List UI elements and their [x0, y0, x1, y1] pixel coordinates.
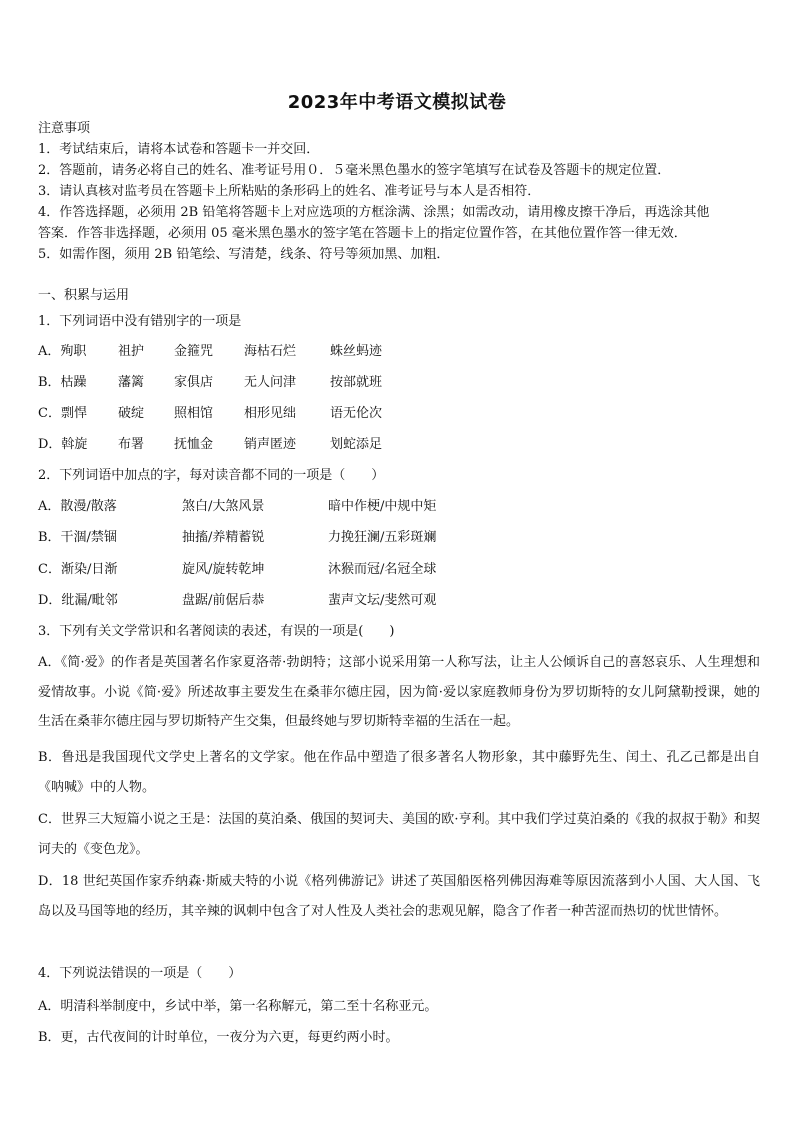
q3-option-c: C．世界三大短篇小说之王是：法国的莫泊桑、俄国的契诃夫、美国的欧·亨利。其中我们学过莫泊桑的《我的叔叔于勒》和契诃夫的《变色龙》。 — [38, 812, 760, 857]
q4-option-b: B．更，古代夜间的计时单位，一夜分为六更，每更约两小时。 — [38, 1030, 399, 1045]
notice-item-5: 5．如需作图，须用 2B 铅笔绘、写清楚，线条、符号等须加黑、加粗． — [38, 247, 450, 262]
notice-item-4-cont: 答案．作答非选择题，必须用 05 毫米黑色墨水的签字笔在答题卡上的指定位置作答，在其他位置作答一律无效． — [38, 226, 687, 241]
q3-option-d: D．18 世纪英国作家乔纳森·斯威夫特的小说《格列佛游记》讲述了英国船医格列佛因海难等原因流落到小人国、大人国、飞岛以及马国等地的经历，其辛辣的讽刺中包含了对人性及人类社会的悲观见解，隐含了作者一种苦涩而热切的忧世情怀。 — [38, 874, 760, 919]
q4-stem: 4．下列说法错误的一项是（ ） — [38, 966, 242, 981]
notice-item-3: 3．请认真核对监考员在答题卡上所粘贴的条形码上的姓名、准考证号与本人是否相符． — [38, 184, 541, 199]
q3-option-b: B．鲁迅是我国现代文学史上著名的文学家。他在作品中塑造了很多著名人物形象，其中藤野先生、闰土、孔乙己都是出自《呐喊》中的人物。 — [38, 750, 760, 795]
q4-option-a: A．明清科举制度中，乡试中举，第一名称解元，第二至十名称亚元。 — [38, 999, 438, 1014]
exam-page: 2023年中考语文模拟试卷 注意事项 1．考试结束后，请将本试卷和答题卡一并交回． 2．答题前，请务必将自己的姓名、准考证号用０．５毫米黑色墨水的签字笔填写在试卷及答题卡的规定位置． 3．请认真核对监考员在答题卡上所粘贴的条形码上的姓名、准考证号与本人是否相符． 4．作答选择题，必须用 2B 铅笔将答题卡上对应选项的方框涂满、涂黑；如需改动，请用橡皮擦干净后，再选涂其他 答案．作答非选择题，必须用 05 毫米黑色墨水的签字笔在答题卡上的指定位置作答，在其他位置作答一律无效． 5．如需作图，须用 2B 铅笔绘、写清楚，线条、符号等须加黑、加粗． 一、积累与运用 1．下列词语中没有错别字的一项是 A．殉职 祖护 金箍咒 海枯石烂 蛛丝蚂迹 B．枯躁 藩篱 家俱店 无人问津 按部就班 C．剽悍 破绽 照相馆 相形见绌 语无伦次 D．斡旋 布署 抚恤金 销声匿迹 划蛇添足 2．下列词语中加点的字，每对读音都不同的一项是（ ） A．散漫/散落 煞白/大煞风景 暗中作梗/中规中矩 B．干涸/禁锢 抽搐/养精蓄锐 力挽狂澜/五彩斑斓 C．渐染/日渐 旋风/旋转乾坤 沐猴而冠/名冠全球 D．纰漏/毗邻 盘踞/前倨后恭 蜚声文坛/斐然可观 3．下列有关文学常识和名著阅读的表述，有误的一项是( ) A．《简·爱》的作者是英国著名作家夏洛蒂·勃朗特；这部小说采用第一人称写法，让主人公倾诉自己的喜怒哀乐、人生理想和爱情故事。小说《简·爱》所述故事主要发生在桑菲尔德庄园，因为简·爱以家庭教师身份为罗切斯特的女儿阿黛勒授课，她的生活在桑菲尔德庄园与罗切斯特产生交集，但最终她与罗切斯特幸福的生活在一起。 B．鲁迅是我国现代文学史上著名的文学家。他在作品中塑造了很多著名人物形象，其中藤野先生、闰土、孔乙己都是出自《呐喊》中的人物。 C．世界三大短篇小说之王是：法国的莫泊桑、俄国的契诃夫、美国的欧·亨利。其中我们学过莫泊桑的《我的叔叔于勒》和契诃夫的《变色龙》。 D．18 世纪英国作家乔纳森·斯威夫特的小说《格列佛游记》讲述了英国船医格列佛因海难等原因流落到小人国、大人国、飞岛以及马国等地的经历，其辛辣的讽刺中包含了对人性及人类社会的悲观见解，隐含了作者一种苦涩而热切的忧世情怀。 4．下列说法错误的一项是（ ） A．明清科举制度中，乡试中举，第一名称解元，第二至十名称亚元。 B．更，古代夜间的计时单位，一夜分为六更，每更约两小时。 — [0, 0, 794, 1123]
page-title: 2023年中考语文模拟试卷 — [287, 92, 507, 113]
notice-item-2: 2．答题前，请务必将自己的姓名、准考证号用０．５毫米黑色墨水的签字笔填写在试卷及答题卡的规定位置． — [38, 163, 671, 178]
notice-item-4: 4．作答选择题，必须用 2B 铅笔将答题卡上对应选项的方框涂满、涂黑；如需改动，请用橡皮擦干净后，再选涂其他 — [38, 205, 710, 220]
q3-stem: 3．下列有关文学常识和名著阅读的表述，有误的一项是( ) — [38, 624, 395, 639]
q1-stem: 1．下列词语中没有错别字的一项是 — [38, 314, 242, 329]
section-heading: 一、积累与运用 — [38, 288, 130, 303]
notice-heading: 注意事项 — [38, 121, 91, 136]
q3-option-a: A．《简·爱》的作者是英国著名作家夏洛蒂·勃朗特；这部小说采用第一人称写法，让主人公倾诉自己的喜怒哀乐、人生理想和爱情故事。小说《简·爱》所述故事主要发生在桑菲尔德庄园，因为简·爱以家庭教师身份为罗切斯特的女儿阿黛勒授课，她的生活在桑菲尔德庄园与罗切斯特产生交集，但最终她与罗切斯特幸福的生活在一起。 — [38, 655, 760, 729]
notice-item-1: 1．考试结束后，请将本试卷和答题卡一并交回． — [38, 142, 320, 157]
q2-stem: 2．下列词语中加点的字，每对读音都不同的一项是（ ） — [38, 468, 385, 483]
